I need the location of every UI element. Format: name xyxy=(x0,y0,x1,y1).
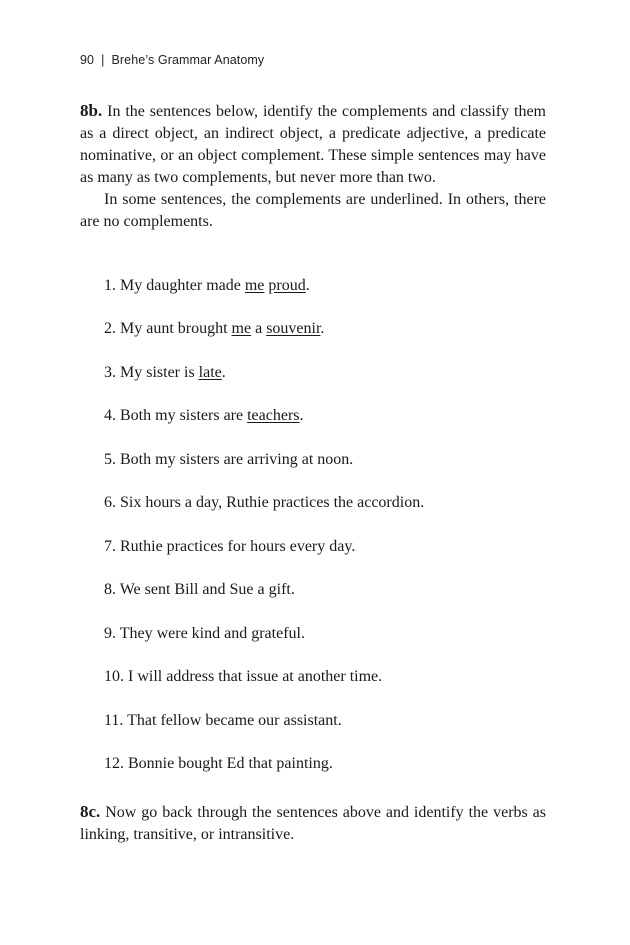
sentence-number: 12. xyxy=(104,755,124,772)
sentence-number: 2. xyxy=(104,320,116,337)
exercise-8c-text: Now go back through the sentences above and identify the verbs as linking, transitive, or intransitive. xyxy=(80,804,546,843)
underlined-complement: me xyxy=(231,320,252,337)
sentence-number: 6. xyxy=(104,494,116,511)
sentence-item xyxy=(104,407,304,425)
sentence-text: That fellow became our assistant. xyxy=(127,712,342,729)
sentence-number: 11. xyxy=(104,712,124,729)
exercise-8c xyxy=(80,801,546,846)
sentence-number: 5. xyxy=(104,451,116,468)
sentence-text: I will address that issue at another time. xyxy=(128,668,383,685)
sentence-number: 7. xyxy=(104,538,116,555)
sentence-text: We sent Bill and Sue a gift. xyxy=(119,581,295,598)
exercise-8b-instructions xyxy=(80,100,546,189)
exercise-8b-label: 8b. xyxy=(80,101,103,120)
sentence-number: 3. xyxy=(104,364,116,381)
sentence-item xyxy=(104,277,310,295)
sentence-number: 8. xyxy=(104,581,116,598)
sentence-punctuation: . xyxy=(320,320,325,337)
sentence-item xyxy=(104,581,295,599)
underlined-complement: teachers xyxy=(247,407,300,424)
sentence-number: 10. xyxy=(104,668,124,685)
sentence-text: My aunt brought xyxy=(120,320,232,337)
sentence-item xyxy=(104,494,424,512)
exercise-8b-note: In some sentences, the complements are underlined. In others, there are no complements. xyxy=(80,191,546,230)
sentence-number: 1. xyxy=(104,277,116,294)
sentence-item xyxy=(104,712,342,730)
exercise-8c-label: 8c. xyxy=(80,802,101,821)
underlined-complement: proud xyxy=(268,277,306,294)
sentence-punctuation: . xyxy=(299,407,304,424)
sentence-text: Both my sisters are xyxy=(120,407,248,424)
sentence-text: My sister is xyxy=(120,364,199,381)
sentence-punctuation: . xyxy=(305,277,310,294)
exercise-8b-text: In the sentences below, identify the complements and classify them as a direct object, an indirect object, a predicate adjective, a predicate nominative, or an object complement. These simple sentences may have as many as two complements, but never more than two. xyxy=(80,103,547,186)
sentence-item xyxy=(104,451,353,469)
running-head xyxy=(80,53,264,67)
sentence-punctuation: . xyxy=(221,364,226,381)
sentence-number: 9. xyxy=(104,625,116,642)
sentence-item xyxy=(104,364,226,382)
book-title: Brehe’s Grammar Anatomy xyxy=(111,53,265,67)
sentence-text: Both my sisters are arriving at noon. xyxy=(120,451,354,468)
sentence-text: Six hours a day, Ruthie practices the accordion. xyxy=(120,494,425,511)
header-separator: | xyxy=(101,53,105,67)
sentence-number: 4. xyxy=(104,407,116,424)
sentence-item xyxy=(104,538,355,556)
sentence-text: My daughter made xyxy=(120,277,245,294)
underlined-complement: late xyxy=(198,364,222,381)
underlined-complement: me xyxy=(244,277,265,294)
sentence-item xyxy=(104,625,305,643)
exercise-8c-instructions xyxy=(80,801,546,846)
sentence-item xyxy=(104,755,333,773)
exercise-8b xyxy=(80,100,546,233)
underlined-complement: souvenir xyxy=(266,320,321,337)
sentence-text: Bonnie bought Ed that painting. xyxy=(128,755,333,772)
sentence-item xyxy=(104,320,324,338)
sentence-text: Ruthie practices for hours every day. xyxy=(120,538,356,555)
sentence-item xyxy=(104,668,382,686)
page-number: 90 xyxy=(80,53,95,67)
sentence-text: a xyxy=(251,320,267,337)
sentence-text: They were kind and grateful. xyxy=(119,625,305,642)
